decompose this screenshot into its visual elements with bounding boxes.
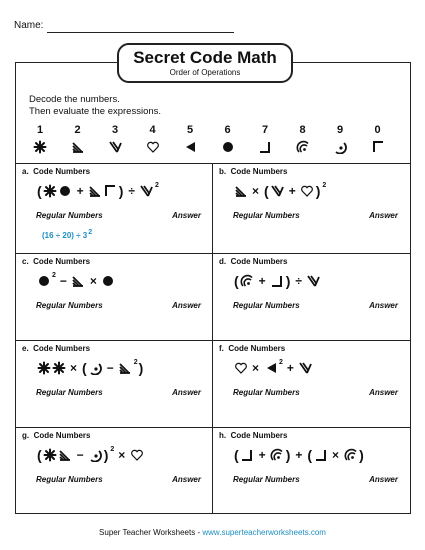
moon-dot-icon <box>330 140 350 154</box>
code-symbol-icon <box>270 274 284 288</box>
problem-letter: b. <box>219 167 227 176</box>
coded-expression <box>233 181 326 201</box>
code-symbol-icon <box>264 361 278 375</box>
answer-label: Answer <box>369 211 398 220</box>
problem-cell <box>219 344 404 424</box>
footer-link[interactable]: www.superteacherworksheets.com <box>202 528 326 537</box>
coded-expression <box>36 445 144 465</box>
code-symbol-icon <box>270 184 284 198</box>
code-symbol-icon <box>240 448 254 462</box>
code-digit: 3 <box>111 124 119 136</box>
code-symbol-icon <box>43 184 57 198</box>
problem-label <box>22 431 90 440</box>
left-triangle-icon <box>180 140 200 154</box>
code-digit: 0 <box>374 124 381 136</box>
operator: ÷ <box>295 274 302 288</box>
operator: × <box>70 361 78 375</box>
answer-label: Answer <box>369 301 398 310</box>
corner-tl-icon <box>368 140 388 154</box>
code-digit: 9 <box>336 124 344 136</box>
code-symbol-icon <box>88 361 102 375</box>
coded-expression <box>233 271 321 291</box>
exponent: 2 <box>52 271 56 279</box>
grid-line <box>15 340 411 341</box>
example-exponent: 2 <box>88 229 93 236</box>
corner-br-icon <box>255 140 275 154</box>
code-symbol-icon <box>234 361 248 375</box>
code-symbol-icon <box>298 361 312 375</box>
code-key-item <box>105 124 125 154</box>
problem-cell <box>219 257 404 337</box>
parenthesis: ( <box>37 447 42 463</box>
code-digit: 1 <box>36 124 44 136</box>
instruction-line-1: Decode the numbers. <box>29 94 120 105</box>
coded-expression <box>233 358 313 378</box>
coded-expression <box>233 445 365 465</box>
problem-label <box>219 344 285 353</box>
page-title: Secret Code Math <box>133 48 277 67</box>
example-answer <box>42 231 92 240</box>
problem-label <box>219 257 287 266</box>
asterisk-icon <box>30 140 50 154</box>
problem-label <box>219 431 287 440</box>
code-symbol-icon <box>270 448 284 462</box>
answer-label: Answer <box>172 475 201 484</box>
operator: × <box>252 184 260 198</box>
code-numbers-label: Code Numbers <box>33 257 91 266</box>
regular-numbers-label: Regular Numbers <box>233 211 300 220</box>
operator: + <box>295 448 303 462</box>
parenthesis: ) <box>118 183 124 199</box>
code-numbers-label: Code Numbers <box>230 167 288 176</box>
problem-label <box>22 167 90 176</box>
code-symbol-icon <box>52 361 66 375</box>
problem-letter: f. <box>219 344 224 353</box>
regular-numbers-label: Regular Numbers <box>233 301 300 310</box>
triple-slash-icon <box>68 140 88 154</box>
code-digit: 4 <box>149 124 156 136</box>
code-symbol-icon <box>71 274 85 288</box>
code-key-item <box>68 124 88 154</box>
code-numbers-label: Code Numbers <box>33 431 91 440</box>
operator: + <box>288 184 296 198</box>
parenthesis: ( <box>82 360 87 376</box>
code-key-item <box>368 124 388 154</box>
operator: × <box>332 448 340 462</box>
code-key-item <box>143 124 163 154</box>
parenthesis: ( <box>234 447 239 463</box>
code-symbol-icon <box>300 184 314 198</box>
parenthesis: ) <box>285 273 291 289</box>
footer-text: Super Teacher Worksheets - <box>99 528 203 537</box>
problem-label <box>219 167 287 176</box>
parenthesis: ) <box>359 447 364 463</box>
answer-label: Answer <box>369 475 398 484</box>
operator: − <box>106 361 114 375</box>
code-key <box>30 124 400 160</box>
problem-cell <box>219 167 404 247</box>
regular-numbers-label: Regular Numbers <box>233 388 300 397</box>
code-symbol-icon <box>58 448 72 462</box>
problem-cell <box>22 257 207 337</box>
code-symbol-icon <box>118 361 132 375</box>
answer-label: Answer <box>172 211 201 220</box>
regular-numbers-label: Regular Numbers <box>36 388 103 397</box>
problem-letter: d. <box>219 257 227 266</box>
operator: + <box>258 448 266 462</box>
circle-icon <box>218 140 238 154</box>
exponent: 2 <box>322 181 327 189</box>
code-symbol-icon <box>43 448 57 462</box>
code-numbers-label: Code Numbers <box>33 167 91 176</box>
regular-numbers-label: Regular Numbers <box>36 301 103 310</box>
problem-letter: c. <box>22 257 29 266</box>
problem-letter: a. <box>22 167 29 176</box>
problem-letter: e. <box>22 344 29 353</box>
operator: + <box>258 274 266 288</box>
code-digit: 6 <box>224 124 231 136</box>
operator: − <box>59 274 67 288</box>
code-symbol-icon <box>314 448 328 462</box>
instructions <box>29 94 161 118</box>
parenthesis: ) <box>103 447 109 463</box>
operator: − <box>76 448 84 462</box>
grid-line <box>15 163 411 164</box>
name-label: Name: <box>14 20 44 31</box>
exponent: 2 <box>133 358 138 366</box>
code-symbol-icon <box>37 274 51 288</box>
problem-label <box>22 344 90 353</box>
parenthesis: ( <box>37 183 42 199</box>
code-key-item <box>293 124 313 154</box>
problem-letter: g. <box>22 431 30 440</box>
regular-numbers-label: Regular Numbers <box>233 475 300 484</box>
exponent: 2 <box>154 181 159 189</box>
problem-cell <box>219 431 404 511</box>
code-symbol-icon <box>139 184 153 198</box>
exponent: 2 <box>279 358 283 366</box>
code-symbol-icon <box>101 274 115 288</box>
grid-line <box>15 427 411 428</box>
code-digit: 7 <box>261 124 269 136</box>
code-symbol-icon <box>234 184 248 198</box>
operator: + <box>76 184 84 198</box>
parenthesis: ( <box>307 447 313 463</box>
code-key-item <box>255 124 275 154</box>
arc-dot-icon <box>293 140 313 154</box>
code-numbers-label: Code Numbers <box>33 344 91 353</box>
coded-expression <box>36 358 144 378</box>
code-symbol-icon <box>130 448 144 462</box>
title-box <box>117 43 293 83</box>
parenthesis: ( <box>264 183 269 199</box>
answer-label: Answer <box>172 388 201 397</box>
code-symbol-icon <box>306 274 320 288</box>
footer <box>0 528 425 537</box>
problem-cell <box>22 344 207 424</box>
regular-numbers-label: Regular Numbers <box>36 211 103 220</box>
problem-letter: h. <box>219 431 227 440</box>
code-numbers-label: Code Numbers <box>228 344 286 353</box>
page-subtitle: Order of Operations <box>169 68 241 77</box>
operator: × <box>89 274 97 288</box>
regular-numbers-label: Regular Numbers <box>36 475 103 484</box>
parenthesis: ( <box>234 273 239 289</box>
operator: ÷ <box>128 184 135 198</box>
name-line[interactable] <box>47 32 234 33</box>
problem-label <box>22 257 90 266</box>
code-symbol-icon <box>58 184 72 198</box>
code-digit: 5 <box>186 124 194 136</box>
code-digit: 2 <box>74 124 81 136</box>
grid-divider <box>212 163 213 514</box>
code-symbol-icon <box>37 361 51 375</box>
code-key-item <box>180 124 200 154</box>
code-symbol-icon <box>103 184 117 198</box>
parenthesis: ) <box>285 447 291 463</box>
code-key-item <box>218 124 238 154</box>
operator: × <box>252 361 260 375</box>
code-symbol-icon <box>240 274 254 288</box>
example-text: (16 ÷ 20) ÷ 3 <box>42 231 88 240</box>
operator: + <box>286 361 294 375</box>
problem-cell <box>22 431 207 511</box>
code-digit: 8 <box>299 124 306 136</box>
coded-expression <box>36 271 116 291</box>
parenthesis: ) <box>138 360 144 376</box>
code-key-item <box>30 124 50 154</box>
coded-expression <box>36 181 159 201</box>
operator: × <box>118 448 126 462</box>
check-slash-icon <box>105 140 125 154</box>
answer-label: Answer <box>172 301 201 310</box>
code-symbol-icon <box>88 448 102 462</box>
instruction-line-2: Then evaluate the expressions. <box>29 106 162 117</box>
grid-line <box>15 253 411 254</box>
code-symbol-icon <box>88 184 102 198</box>
answer-label: Answer <box>369 388 398 397</box>
code-key-item <box>330 124 350 154</box>
parenthesis: ) <box>315 183 321 199</box>
exponent: 2 <box>110 445 115 453</box>
heart-icon <box>143 140 163 154</box>
code-numbers-label: Code Numbers <box>230 431 288 440</box>
code-numbers-label: Code Numbers <box>230 257 288 266</box>
code-symbol-icon <box>344 448 358 462</box>
problem-cell <box>22 167 207 247</box>
